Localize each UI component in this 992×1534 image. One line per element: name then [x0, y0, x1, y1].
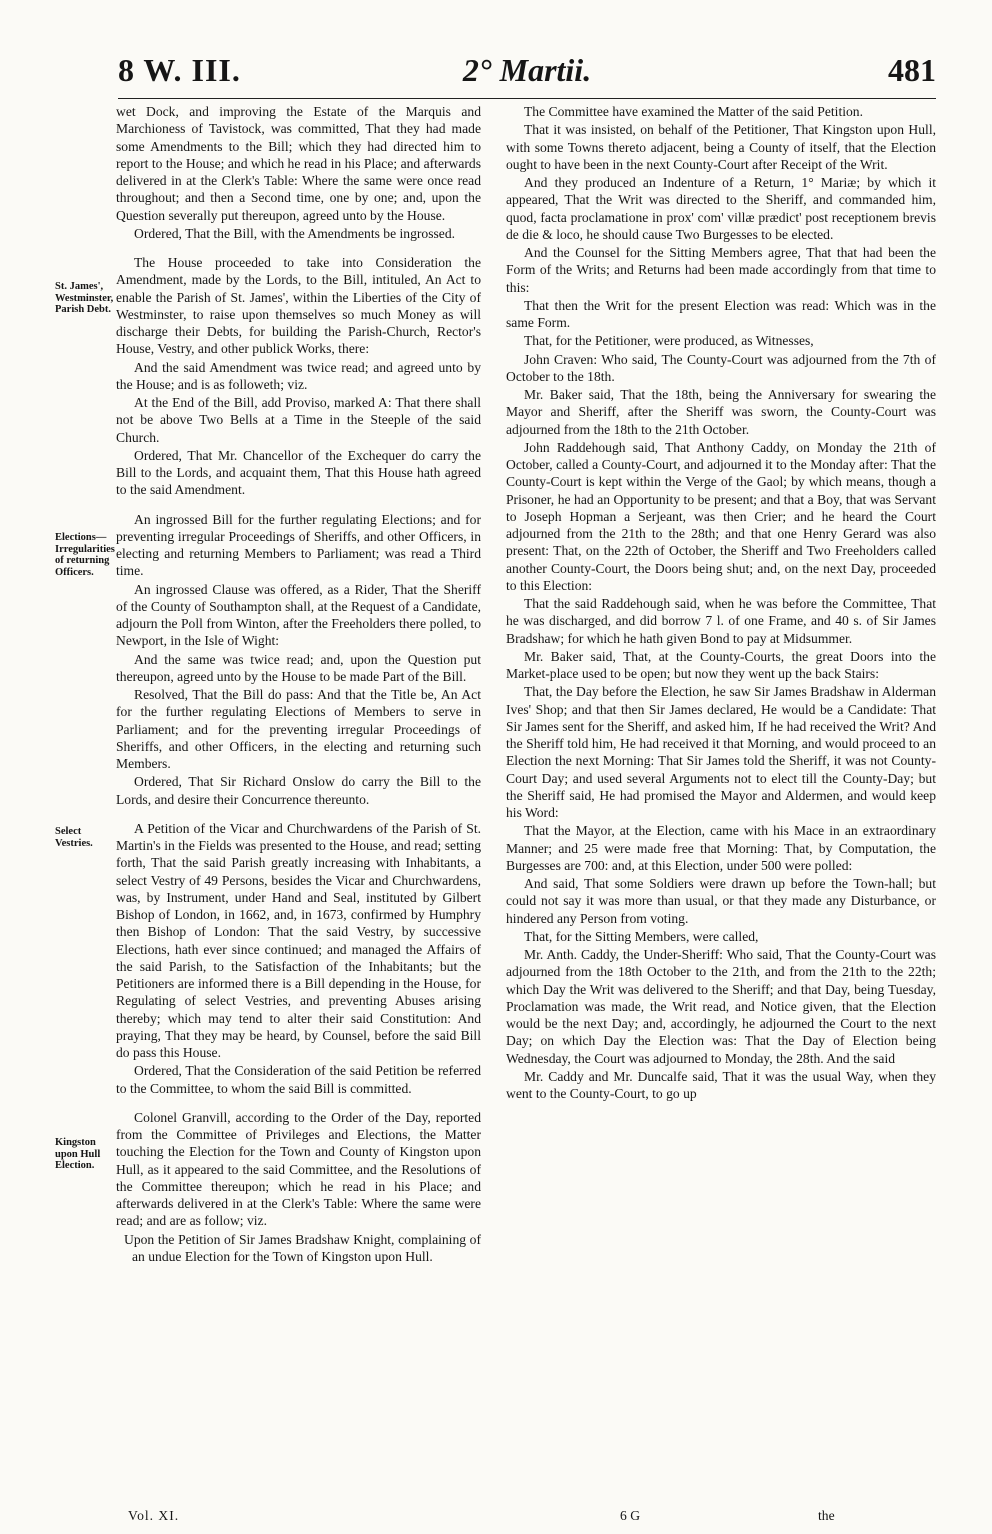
paragraph: Ordered, That Mr. Chancellor of the Exchequer do carry the Bill to the Lords, and acquaint them, That this House hath agreed to the said Amendment.	[116, 447, 481, 498]
paragraph: And they produced an Indenture of a Return, 1° Mariæ; by which it appeared, That the Writ was directed to the Sheriff, and commanded him, quod, facta proclamatione in prox' com' villæ prædict' post receptionem brevis de die & loco, he should cause Two Burgesses to be elected.	[506, 175, 936, 242]
paragraph: The Committee have examined the Matter of the said Petition.	[524, 104, 863, 119]
margin-note-select-vestries: Select Vestries.	[55, 826, 93, 849]
paragraph: An ingrossed Bill for the further regulating Elections; and for preventing irregular Proceedings of Sheriffs, and other Officers, in electing and returning Members to Parliament; was read a Third time.	[116, 511, 481, 579]
paragraph: That the Mayor, at the Election, came with his Mace in an extraordinary Manner; and 25 were made free that Morning: That, by Computation, the Burgesses are 700: and, at this Election, under 500 were polled:	[506, 823, 936, 873]
margin-note-elections: Elections— Irregularities of returning Officers.	[55, 532, 115, 578]
header-rule	[118, 98, 936, 99]
paragraph: Mr. Anth. Caddy, the Under-Sheriff: Who said, That the County-Court was adjourned from the 18th October to the 21th, and from the 21th to the 22th; which Day the Writ was delivered to the Sheriff; and that Day, being Tuesday, Proclamation was made, the Writ read, and Notice given, that the Election would be the next Day; and, accordingly, he adjourned the Court to the next Day; on which Day the Election was: That the Day of Election being Wednesday, the Court was adjourned to Monday, the 28th. And the said	[506, 947, 936, 1066]
paragraph: That it was insisted, on behalf of the Petitioner, That Kingston upon Hull, with some Towns thereto adjacent, being a County of itself, that the Election ought to have been in the next County-Court after Receipt of the Writ.	[506, 122, 936, 172]
paragraph: And the Counsel for the Sitting Members agree, That that had been the Form of the Writs; and Returns had been made accordingly from that time to this:	[506, 245, 936, 295]
paragraph: Mr. Baker said, That the 18th, being the Anniversary for swearing the Mayor and Sheriff, after the Sheriff was sworn, the County-Court was adjourned from the 18th to the 21th October.	[506, 387, 936, 437]
volume-label: Vol. XI.	[128, 1508, 180, 1523]
page-number: 481	[888, 52, 936, 88]
paragraph: That then the Writ for the present Election was read: Which was in the same Form.	[506, 297, 936, 330]
paragraph: Ordered, That the Consideration of the said Petition be referred to the Committee, to whom the said Bill is committed.	[116, 1063, 481, 1096]
left-column	[116, 103, 481, 1266]
paragraph: Mr. Baker said, That, at the County-Courts, the great Doors into the Market-place used to be open; but now they went up the back Stairs:	[506, 648, 936, 681]
paragraph: Ordered, That Sir Richard Onslow do carry the Bill to the Lords, and desire their Concurrence thereunto.	[116, 774, 481, 807]
margin-note-kingston-election: Kingston upon Hull Election.	[55, 1137, 101, 1171]
regnal-year: 8 W. III.	[118, 52, 241, 88]
paragraph: And the same was twice read; and, upon the Question put thereupon, agreed unto by the House to be made Part of the Bill.	[116, 651, 481, 684]
paragraph: And the said Amendment was twice read; and agreed unto by the House; and is as followeth; viz.	[116, 359, 481, 392]
paragraph: Upon the Petition of Sir James Bradshaw Knight, complaining of an undue Election for the Town of Kingston upon Hull.	[124, 1231, 481, 1264]
paragraph: wet Dock, and improving the Estate of the Marquis and Marchioness of Tavistock, was committed, That they had made some Amendments to the Bill; which they had directed him to report to the House; and which he read in his Place; and afterwards delivered in at the Clerk's Table: Where the same were once read throughout; and then a Second time, one by one; and, upon the Question severally put thereupon, agreed unto by the House.	[116, 104, 481, 223]
paragraph: An ingrossed Clause was offered, as a Rider, That the Sheriff of the County of Southampton shall, at the Request of a Candidate, adjourn the Poll from Winton, after the Freeholders there polled, to Newport, in the Isle of Wight:	[116, 581, 481, 649]
paragraph: Mr. Caddy and Mr. Duncalfe said, That it was the usual Way, when they went to the County-Court, to go up	[506, 1068, 936, 1101]
signature-mark: 6 G	[620, 1508, 641, 1523]
paragraph: Resolved, That the Bill do pass: And that the Title be, An Act for the further regulating Elections of Members to serve in Parliament; and for the preventing irregular Proceedings of Sheriffs, and other Officers, in the electing and returning such Members.	[116, 687, 481, 771]
paragraph: That the said Raddehough said, when he was before the Committee, That he was discharged, and did borrow 7 l. of one Frame, and 40 s. of Sir James Bradshaw; for which he hath given Bond to pay at Midsummer.	[506, 596, 936, 646]
paragraph: Colonel Granvill, according to the Order of the Day, reported from the Committee of Privileges and Elections, the Matter touching the Election for the Town and County of Kingston upon Hull, as it appeared to the said Committee, and the Resolutions of the Committee thereupon; which he read in his Place; and afterwards delivered in at the Clerk's Table: Where the same were read; and are as follow; viz.	[116, 1109, 481, 1229]
paragraph: John Raddehough said, That Anthony Caddy, on Monday the 21th of October, called a County-Court, and adjourned it to the Monday after: That the County-Court is kept within the Verge of the Gaol; by which means, though a Prisoner, he had an Opportunity to be present; and that a Boy, that was Servant to Joseph Hopman a Serjeant, was then Crier; and he heard the Court adjourned from the 21th to the 28th; and that one Henry Gerard was also present: That, on the 22th of October, the Sheriff and Two Freeholders called another County-Court, the Doors being shut; and, on the next Day, proceeded to this Election:	[506, 439, 936, 593]
margin-note-st-james: St. James', Westminster, Parish Debt.	[55, 281, 114, 315]
paragraph: And said, That some Soldiers were drawn up before the Town-hall; but could not say it was more than usual, or that they made any Disturbance, or hindered any Person from voting.	[506, 876, 936, 926]
paragraph: That, for the Petitioner, were produced, as Witnesses,	[524, 333, 814, 349]
paragraph: Ordered, That the Bill, with the Amendments be ingrossed.	[134, 225, 456, 241]
paragraph: The House proceeded to take into Consideration the Amendment, made by the Lords, to the Bill, intituled, An Act to enable the Parish of St. James', within the Liberties of the City of Westminster, to raise upon themselves so much Money as will discharge their Debts, for building the Parish-Church, Rector's House, Vestry, and other publick Works, there:	[116, 255, 481, 357]
right-column	[506, 103, 936, 1103]
catchword: the	[818, 1508, 835, 1523]
paragraph: John Craven: Who said, The County-Court was adjourned from the 7th of October to the 18th.	[506, 351, 936, 384]
paragraph: At the End of the Bill, add Proviso, marked A: That there shall not be above Two Bells at a Time in the Steeple of the said Church.	[116, 395, 481, 445]
paragraph: A Petition of the Vicar and Churchwardens of the Parish of St. Martin's in the Fields was presented to the House, and read; setting forth, That the said Parish greatly increasing with Inhabitants, a select Vestry of 49 Persons, besides the Vicar and Churchwardens, was, by Instrument, under Hand and Seal, instituted by Gilbert Bishop of London, in 1662, and, in 1673, confirmed by Humphry then Bishop of London: That the said Vestry, by successive Elections, hath ever since continued; and managed the Affairs of the said Parish, to the Satisfaction of the Inhabitants; but the Petitioners are informed there is a Bill depending in the House, for Regulating of select Vestries, and preventing Abuses arising thereby; which may tend to alter their said Constitution: And praying, That they may be heard, by Counsel, before the said Bill do pass this House.	[116, 820, 481, 1060]
page-date: 2° Martii.	[462, 52, 592, 88]
paragraph: That, the Day before the Election, he saw Sir James Bradshaw in Alderman Ives' Shop; and that then Sir James declared, He would be a Candidate: That Sir James sent for the Sheriff, and asked him, If he had received the Writ? And the Sheriff told him, He had received it that Morning, and would proceed to an Election the next Morning: That Sir James told the Sheriff, it was not County-Court Day; and used several Arguments not to elect till the County-Day; but the Sheriff said, He had promised the Mayor and Aldermen, and would keep his Word:	[506, 684, 936, 820]
running-head	[118, 52, 936, 96]
paragraph: That, for the Sitting Members, were called,	[524, 928, 759, 944]
